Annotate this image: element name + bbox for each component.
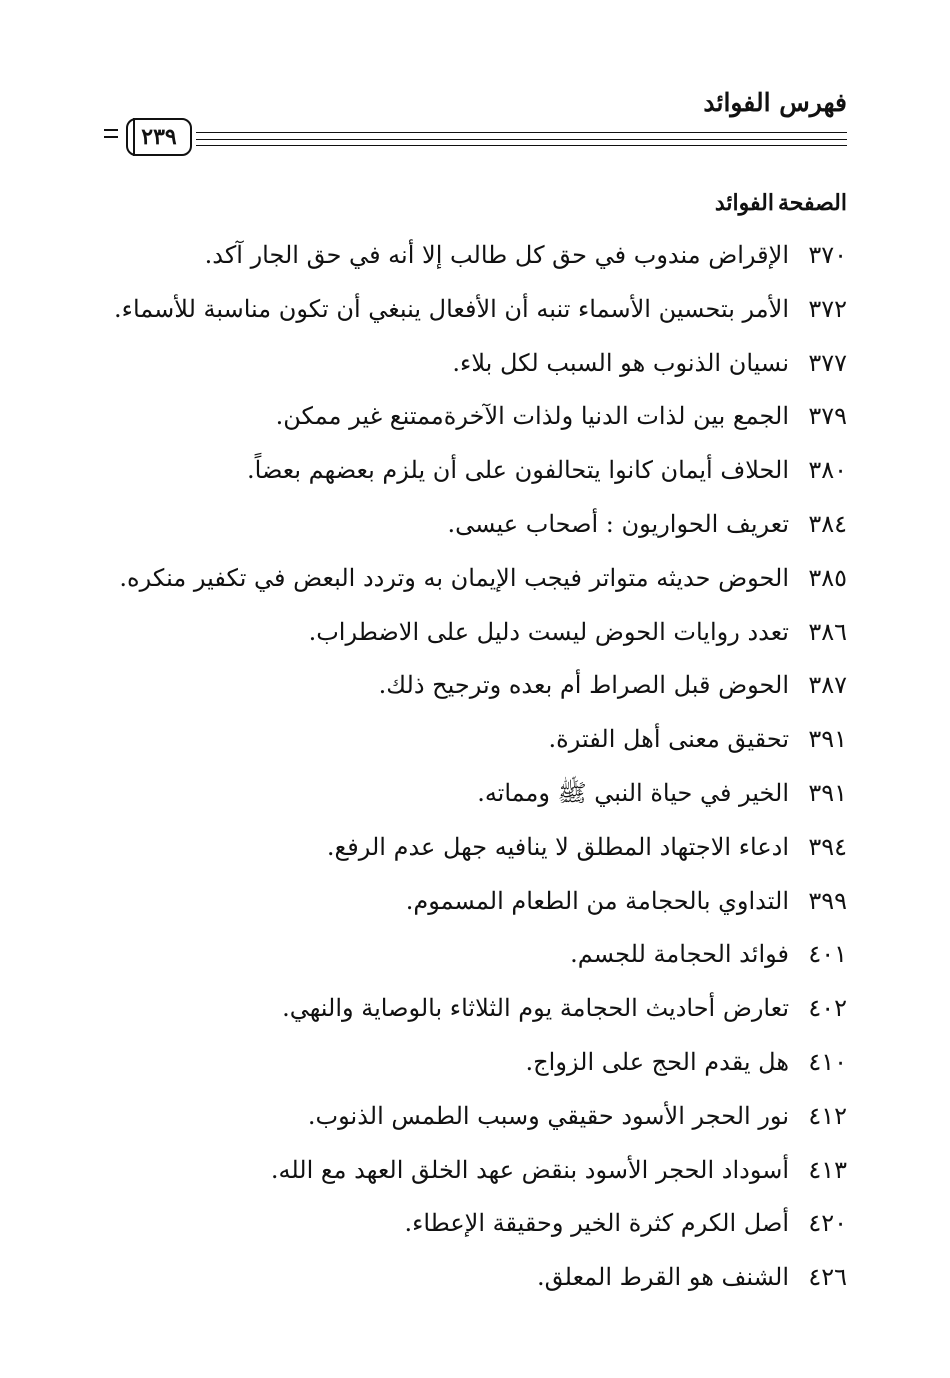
entry-page-number: ٤٠١ (808, 940, 847, 969)
entry-page-number: ٣٧٠ (808, 241, 847, 269)
entry-text: التداوي بالحجامة من الطعام المسموم. (405, 886, 789, 915)
index-entry (100, 881, 847, 935)
entry-page-number: ٣٧٢ (808, 294, 847, 323)
index-entry (100, 450, 847, 504)
index-entry (100, 1203, 847, 1257)
entry-text: تعريف الحواريون : أصحاب عيسى. (447, 509, 789, 538)
entry-page-number: ٤٢٦ (808, 1263, 847, 1292)
entry-text: تعدد روايات الحوض ليست دليل على الاضطراب. (308, 617, 789, 646)
entry-page-number: ٣٩١ (808, 725, 847, 754)
entry-page-number: ٤٢٠ (808, 1209, 847, 1238)
index-entry (100, 504, 847, 558)
page-number: ٢٣٩ (141, 124, 177, 150)
index-entry (100, 1096, 847, 1150)
entry-page-number: ٣٨٤ (808, 509, 847, 538)
page-number-box (126, 118, 192, 156)
index-entry (100, 612, 847, 666)
index-entry (100, 719, 847, 773)
entry-page-number: ٤١٢ (808, 1101, 847, 1130)
entry-page-number: ٣٨٥ (808, 563, 847, 592)
benefits-index-list (100, 235, 847, 1311)
entry-page-number: ٣٧٩ (808, 402, 847, 431)
index-entry (100, 827, 847, 881)
running-title: فهرس الفوائد (703, 88, 847, 117)
entry-text: نور الحجر الأسود حقيقي وسبب الطمس الذنوب. (307, 1101, 789, 1130)
page-column-label: الصفحة (777, 190, 847, 216)
entry-text: تحقيق معنى أهل الفترة. (548, 725, 789, 754)
entry-text: هل يقدم الحج على الزواج. (525, 1047, 789, 1076)
index-entry (100, 396, 847, 450)
entry-text: الحوض حديثه متواتر فيجب الإيمان به وتردد البعض في تكفير منكره. (119, 563, 789, 592)
header-rule (196, 128, 847, 148)
entry-page-number: ٣٨٠ (808, 456, 847, 485)
header-rule-line (196, 145, 847, 146)
entry-text: الشنف هو القرط المعلق. (537, 1263, 789, 1292)
index-entry (100, 934, 847, 988)
entry-text: الحلاف أيمان كانوا يتحالفون على أن يلزم بعضهم بعضاً. (247, 456, 789, 485)
index-entry (100, 343, 847, 397)
entry-text: نسيان الذنوب هو السبب لكل بلاء. (452, 348, 789, 377)
column-headers (715, 190, 847, 216)
index-entry (100, 1257, 847, 1311)
entry-page-number: ٣٩١ (808, 778, 847, 807)
entry-page-number: ٤١٣ (808, 1155, 847, 1184)
index-entry (100, 289, 847, 343)
entry-text: أسوداد الحجر الأسود بنقض عهد الخلق العهد مع الله. (270, 1155, 789, 1184)
entry-text: فوائد الحجامة للجسم. (570, 940, 789, 969)
entry-page-number: ٣٧٧ (808, 348, 847, 377)
entry-page-number: ٤٠٢ (808, 994, 847, 1023)
entry-text: ادعاء الاجتهاد المطلق لا ينافيه جهل عدم الرفع. (326, 832, 789, 861)
entry-text: الأمر بتحسين الأسماء تنبه أن الأفعال ينبغي أن تكون مناسبة للأسماء. (114, 294, 789, 323)
entry-page-number: ٣٨٦ (808, 617, 847, 646)
entry-page-number: ٣٩٤ (808, 832, 847, 861)
entry-text: الإقراض مندوب في حق كل طالب إلا أنه في حق الجار آكد. (204, 241, 789, 269)
entry-text: الخير في حياة النبي ﷺ ومماته. (477, 778, 789, 807)
benefits-column-label: الفوائد (714, 190, 774, 216)
header-rule-end-mark (104, 124, 118, 144)
index-entry (100, 558, 847, 612)
index-entry (100, 988, 847, 1042)
entry-text: تعارض أحاديث الحجامة يوم الثلاثاء بالوصاية والنهي. (282, 994, 789, 1023)
header-rule-line (196, 139, 847, 140)
entry-page-number: ٣٨٧ (808, 671, 847, 700)
entry-page-number: ٤١٠ (808, 1047, 847, 1076)
entry-text: الحوض قبل الصراط أم بعده وترجيح ذلك. (378, 671, 789, 700)
index-entry (100, 773, 847, 827)
entry-page-number: ٣٩٩ (808, 886, 847, 915)
header-rule-line (196, 132, 847, 133)
index-entry (100, 235, 847, 289)
entry-text: أصل الكرم كثرة الخير وحقيقة الإعطاء. (404, 1209, 789, 1238)
entry-text: الجمع بين لذات الدنيا ولذات الآخرةممتنع غير ممكن. (275, 402, 789, 431)
index-entry (100, 665, 847, 719)
index-entry (100, 1150, 847, 1204)
index-entry (100, 1042, 847, 1096)
